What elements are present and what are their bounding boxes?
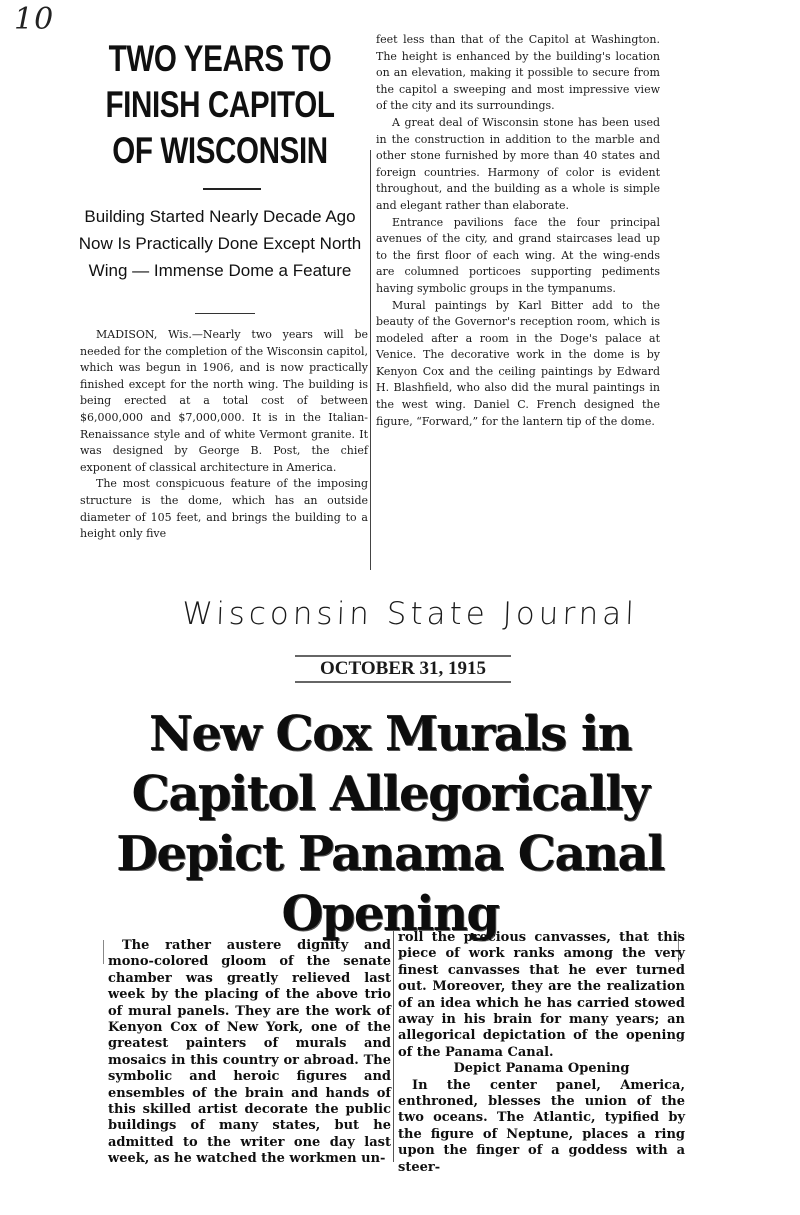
page-number: 10 bbox=[14, 2, 55, 37]
article-2-headline bbox=[80, 704, 700, 944]
headline-line: FINISH CAPITOL bbox=[105, 84, 335, 125]
dateline: OCTOBER 31, 1915 bbox=[295, 655, 511, 683]
column-rule bbox=[103, 940, 104, 964]
headline-line: Opening bbox=[281, 886, 499, 942]
headline-line: Depict Panama Canal bbox=[116, 826, 664, 882]
headline-line: New Cox Murals in bbox=[148, 706, 631, 762]
divider bbox=[195, 313, 255, 314]
headline-line: TWO YEARS TO bbox=[108, 38, 332, 79]
paragraph: feet less than that of the Capitol at Washington. The height is enhanced by the building's location on an elevation, making it possible to secure from the capitol a sweeping and most impressive view of the city and its surroundings. bbox=[376, 33, 660, 113]
subhead: Depict Panama Opening bbox=[453, 1061, 630, 1077]
article-2-column-left bbox=[108, 938, 391, 1168]
paragraph: Entrance pavilions face the four principal avenues of the city, and grand staircases lead up to the first floor of each wing. At the wing-ends are columned porticoes supporting pediments having symbolic groups in the tympanums. bbox=[376, 215, 660, 295]
masthead-handwritten: Wisconsin State Journal bbox=[181, 596, 639, 632]
column-rule bbox=[370, 150, 371, 570]
divider bbox=[203, 188, 261, 190]
article-1-column-right bbox=[376, 32, 660, 430]
column-rule bbox=[393, 930, 394, 1162]
headline-line: Capitol Allegorically bbox=[131, 766, 649, 822]
paragraph: In the center panel, America, enthroned, blesses the union of the two oceans. The Atlantic, typified by the figure of Neptune, places a ring upon the finger of a goddess with a steer- bbox=[398, 1077, 685, 1175]
article-1-headline bbox=[72, 36, 368, 174]
headline-line: OF WISCONSIN bbox=[112, 130, 328, 171]
paragraph: The most conspicuous feature of the imposing structure is the dome, which has an outside diameter of 105 feet, and brings the building to a height only five bbox=[80, 477, 368, 541]
article-1-column-left bbox=[80, 327, 368, 543]
paragraph: Mural paintings by Karl Bitter add to the beauty of the Governor's reception room, which is modeled after a room in the Doge's palace at Venice. The decorative work in the dome is by Kenyon Cox and the ceiling paintings by Edward H. Blashfield, who also did the mural paintings in the west wing. Daniel C. French designed the figure, “Forward,” for the lantern tip of the dome. bbox=[376, 298, 660, 428]
paragraph: A great deal of Wisconsin stone has been used in the construction in addition to the marble and other stone furnished by more than 40 states and foreign countries. Harmony of color is evident throughout, and the building as a whole is simple and elegant rather than elaborate. bbox=[376, 115, 660, 212]
article-1-deck: Building Started Nearly Decade Ago Now Is Practically Done Except North Wing — Immense Dome a Feature bbox=[78, 207, 362, 280]
paragraph: MADISON, Wis.—Nearly two years will be needed for the completion of the Wisconsin capitol, which was begun in 1906, and is now practically finished except for the north wing. The building is being erected at a total cost of between $6,000,000 and $7,000,000. It is in the Italian-Renaissance style and of white Vermont granite. It was designed by George B. Post, the chief exponent of classical architecture in America. bbox=[80, 328, 368, 474]
paragraph: roll the precious canvasses, that this piece of work ranks among the very finest canvasses that he ever turned out. Moreover, they are the realization of an idea which he has carried stowed away in his brain for many years; an allegorical depictation of the opening of the Panama Canal. bbox=[398, 930, 685, 1060]
article-2-column-right bbox=[398, 930, 685, 1176]
paragraph: The rather austere dignity and mono-colored gloom of the senate chamber was greatly relieved last week by the placing of the above trio of mural panels. They are the work of Kenyon Cox of New York, one of the greatest painters of murals and mosaics in this country or abroad. The symbolic and heroic figures and ensembles of the brain and hands of this skilled artist decorate the public buildings of many states, but he admitted to the writer one day last week, as he watched the workmen un- bbox=[108, 938, 391, 1167]
